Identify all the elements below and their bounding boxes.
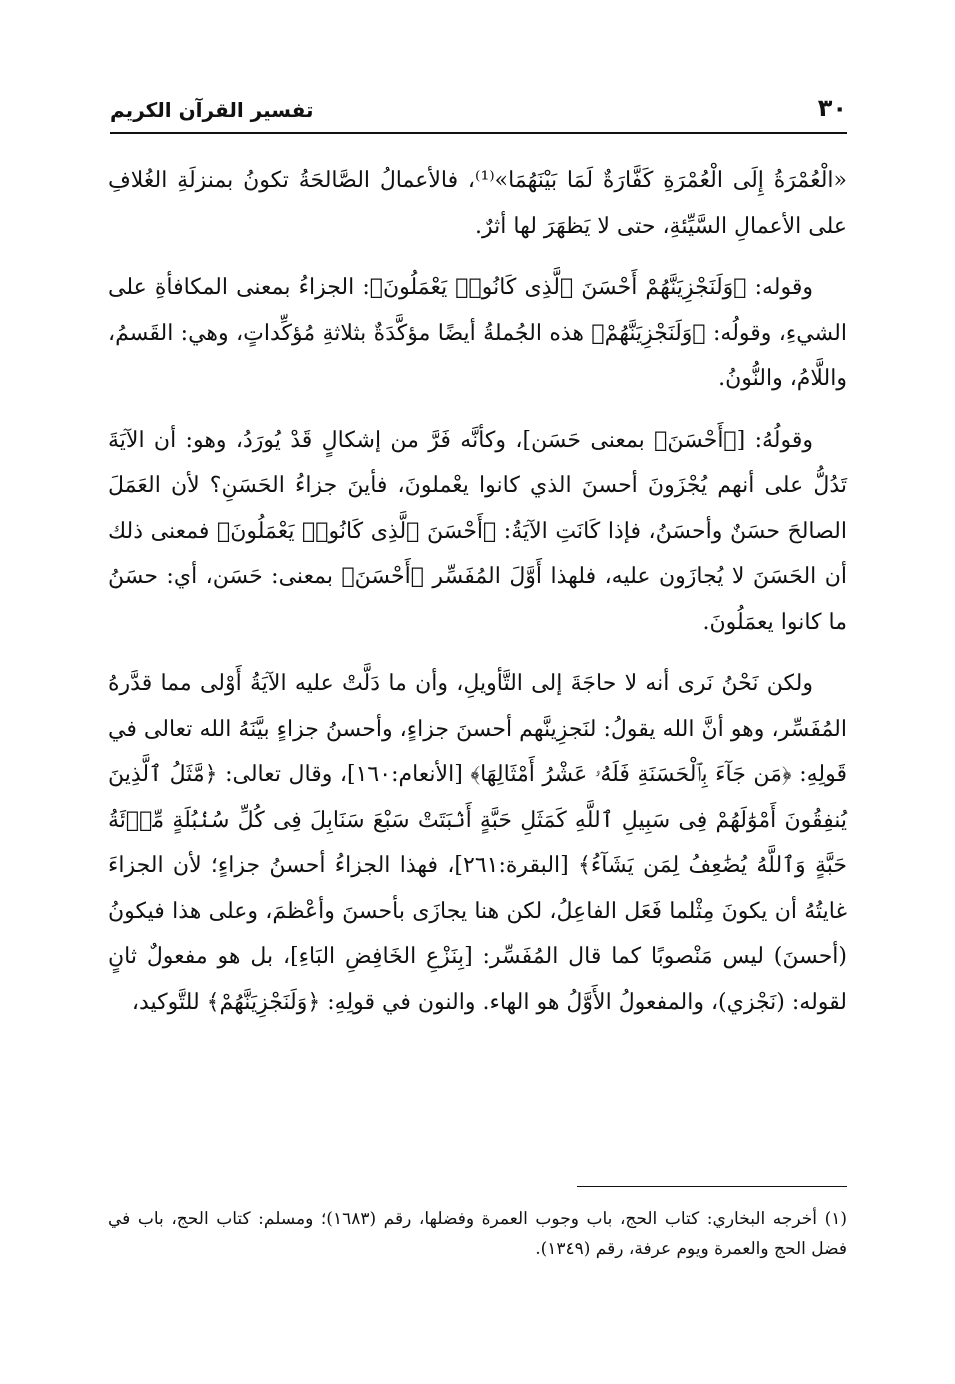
paragraph-2: وقوله: ﴿وَلَنَجْزِيَنَّهُمْ أَحْسَنَ ٱلَّذِى كَانُوا۟ يَعْمَلُونَ﴾: الجزاءُ بمعنى المكافأةِ على الشيءِ، وقولُه: ﴿وَلَنَجْزِيَنَّهُمْ﴾ هذه الجُملةُ أيضًا مؤكَّدَةٌ بثلاثةِ مُؤكِّداتٍ، وهي: القَسمُ، واللَّامُ، والنُّونُ. <box>108 275 847 391</box>
main-text <box>108 158 847 1041</box>
page-number: ٣٠ <box>817 94 847 122</box>
paragraph-1: «الْعُمْرَةُ إِلَى الْعُمْرَةِ كَفَّارَةٌ لَمَا بَيْنَهُمَا»⁽¹⁾، فالأعمالُ الصَّالحَةُ تكونُ بمنزلَةِ الغُلافِ على الأعمالِ السَّيِّئةِ، حتى لا يَظهَرَ لها أثرٌ. <box>108 168 847 239</box>
paragraph-3: وقولُهُ: [﴿أَحْسَنَ﴾ بمعنى حَسَن]، وكأنَّه فَرَّ من إشكالٍ قَدْ يُورَدُ، وهو: أن الآيَةَ تَدُلُّ على أنهم يُجْزَونَ أحسنَ الذي كانوا يعْملونَ، فأينَ جزاءُ الحَسَنِ؟ لأن العَمَلَ الصالحَ حسَنٌ وأحسَنُ، فإذا كَانَتِ الآيَةُ: ﴿أَحْسَنَ ٱلَّذِى كَانُوا۟ يَعْمَلُونَ﴾ فمعنى ذلك أن الحَسَنَ لا يُجازَون عليه، فلهذا أَوَّلَ المُفَسِّر ﴿أَحْسَنَ﴾ بمعنى: حَسَن، أي: حسَنُ ما كانوا يعمَلُونَ. <box>108 427 847 635</box>
footnote-divider <box>577 1186 847 1187</box>
paragraph-4: ولكن نَحْنُ نَرى أنه لا حاجَةَ إلى التَّأويلِ، وأن ما دَلَّتْ عليه الآيَةُ أَوْلى مما قدَّرهُ المُفَسِّر، وهو أنَّ الله يقولُ: لنَجزِينَّهم أحسنَ جزاءٍ، وأحسنُ جزاءٍ بيَّنَهُ الله تعالى في قَولِهِ: ﴿مَن جَآءَ بِٱلْحَسَنَةِ فَلَهُۥ عَشْرُ أَمْثَالِهَا﴾ [الأنعام:١٦٠]، وقال تعالى: ﴿مَّثَلُ ٱلَّذِينَ يُنفِقُونَ أَمْوَٰلَهُمْ فِى سَبِيلِ ٱللَّهِ كَمَثَلِ حَبَّةٍ أَنۢبَتَتْ سَبْعَ سَنَابِلَ فِى كُلِّ سُنۢبُلَةٍ مِّا۟ئَةُ حَبَّةٍ وَٱللَّهُ يُضَٰعِفُ لِمَن يَشَآءُ﴾ [البقرة:٢٦١]، فهذا الجزاءُ أحسنُ جزاءٍ؛ لأن الجزاءَ غايتُهُ أن يكونَ مِثْلما فَعَل الفاعِلُ، لكن هنا يجازَى بأحسنَ وأعْظمَ، وعلى هذا فيكونُ (أحسنَ) ليس مَنْصوبًا كما قال المُفَسِّر: [بِنَزْعِ الخَافِضِ البَاءِ]، بل هو مفعولٌ ثانٍ لقوله: (نَجْزي)، والمفعولُ الأَوَّلُ هو الهاء. والنون في قولِهِ: ﴿وَلَنَجْزِيَنَّهُمْ﴾ للتَّوكيد، <box>108 671 847 1015</box>
book-title: تفسير القرآن الكريم <box>110 98 314 122</box>
page-header <box>110 92 847 134</box>
footnotes <box>108 1204 847 1264</box>
footnote-1: (١) أخرجه البخاري: كتاب الحج، باب وجوب العمرة وفضلها، رقم (١٦٨٣)؛ ومسلم: كتاب الحج، باب في فضل الحج والعمرة ويوم عرفة، رقم (١٣٤٩). <box>108 1209 847 1259</box>
